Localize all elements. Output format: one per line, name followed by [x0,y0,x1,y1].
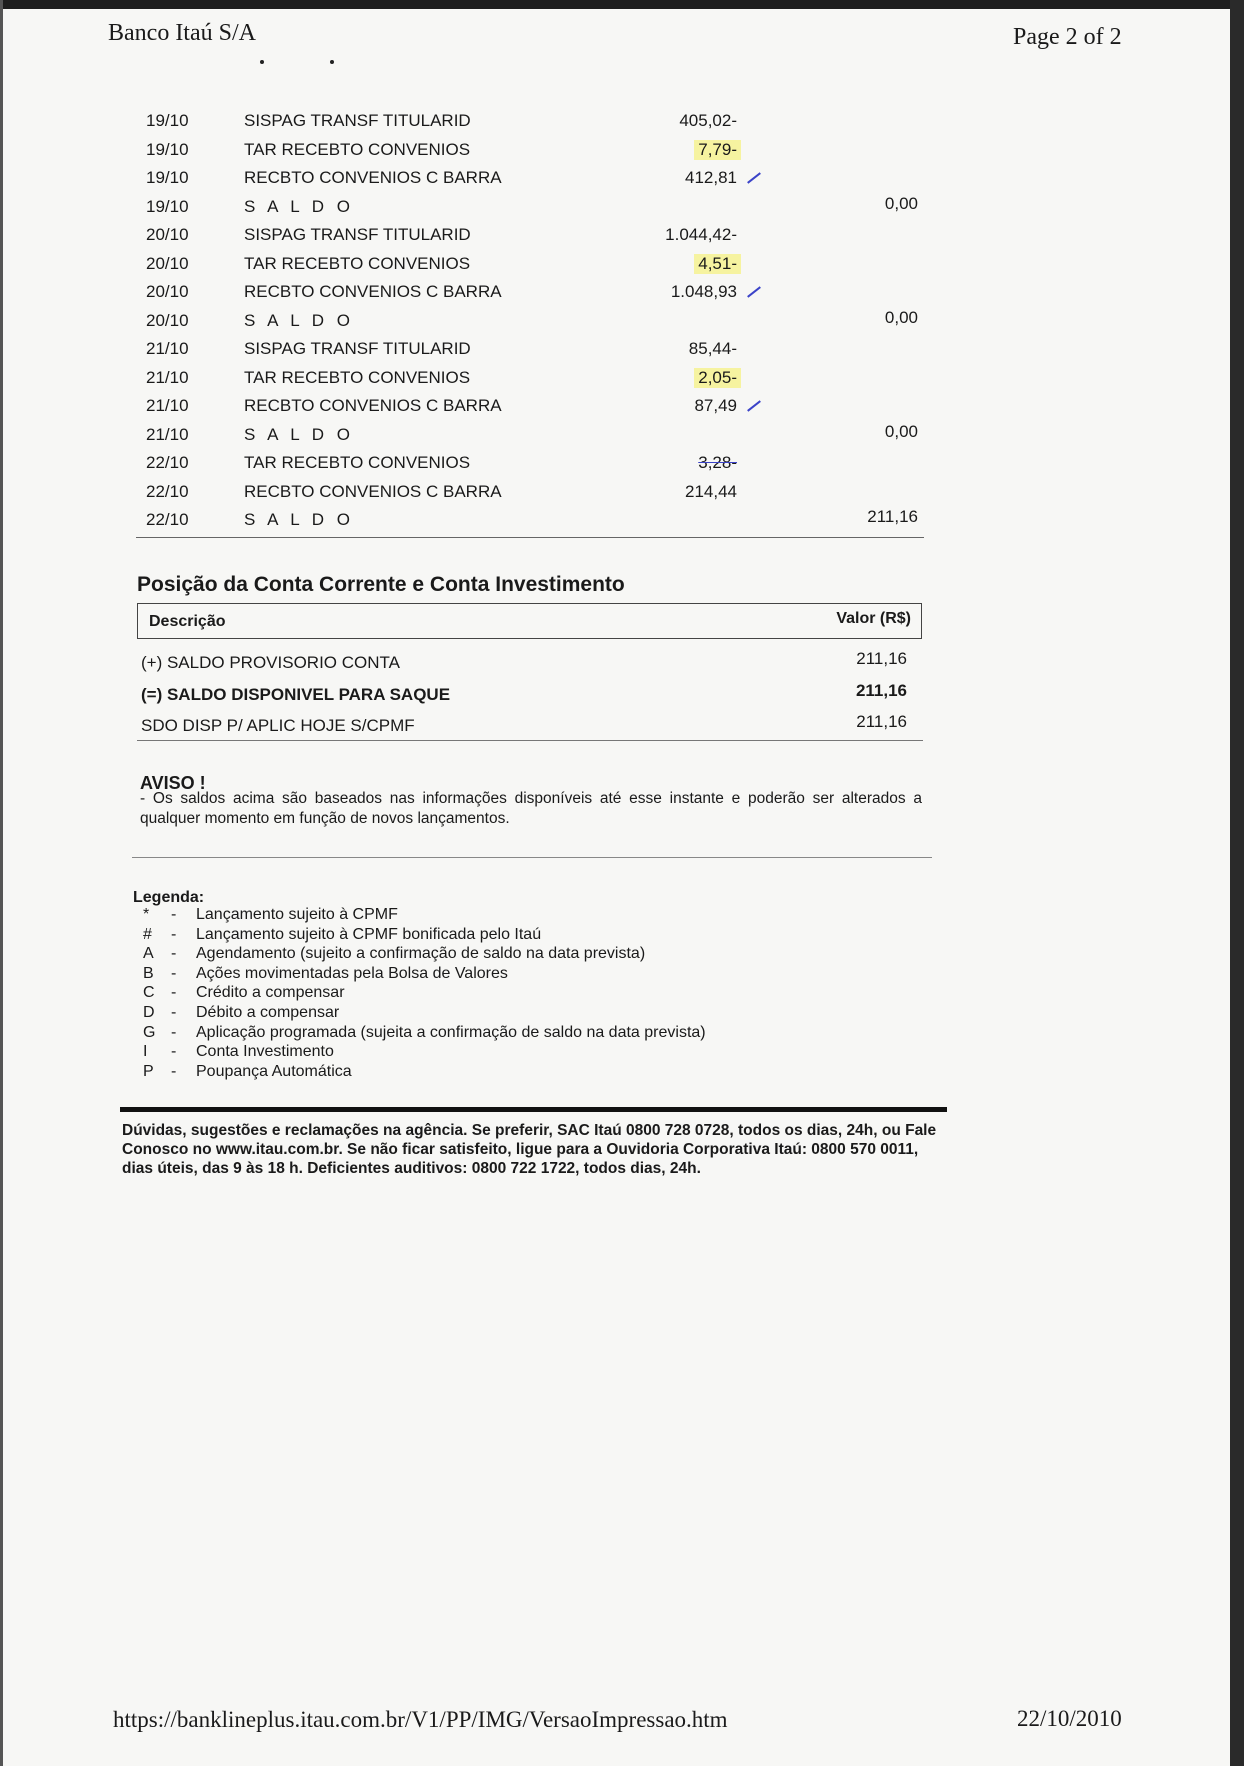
transaction-date: 21/10 [146,339,189,358]
transaction-balance: 211,16 [867,507,918,526]
transaction-description: S A L D O [244,310,355,330]
legend-symbol: B [143,964,154,982]
scan-edge-left [0,0,3,1766]
table-row [134,279,934,308]
divider [132,857,932,858]
legend-text: Crédito a compensar [196,984,345,1002]
transaction-description: SISPAG TRANSF TITULARID [244,111,471,130]
divider [136,537,924,538]
transaction-date: 19/10 [146,139,189,159]
transaction-date: 21/10 [146,396,189,415]
page-number: Page 2 of 2 [1013,24,1122,50]
legend-symbol: A [143,945,154,963]
transaction-date: 22/10 [146,481,189,501]
column-header-description: Descrição [149,613,226,630]
table-row [134,251,934,280]
scan-edge-top [0,0,1244,9]
legend-separator: - [171,984,177,1002]
table-row [134,393,934,422]
transaction-description: RECBTO CONVENIOS C BARRA [244,168,502,187]
legend-separator: - [171,1062,177,1080]
table-row [134,365,934,394]
legend-separator: - [171,1023,177,1041]
table-row [134,336,934,365]
transaction-date: 21/10 [146,367,189,387]
transaction-date: 19/10 [146,168,189,187]
transaction-description: RECBTO CONVENIOS C BARRA [244,396,502,415]
position-value: 211,16 [856,712,907,731]
legend-symbol: # [143,925,152,943]
legend-separator: - [171,945,177,963]
legend-separator: - [171,906,177,923]
transaction-date: 20/10 [146,253,189,273]
table-row [134,308,934,337]
divider [137,740,923,741]
legend-text: Lançamento sujeito à CPMF [196,906,398,923]
legend-symbol: I [143,1043,148,1061]
transaction-value: 214,44 [685,481,737,501]
transaction-date: 20/10 [146,282,189,301]
position-table [137,649,907,744]
position-description: (+) SALDO PROVISORIO CONTA [141,653,400,672]
transaction-description: RECBTO CONVENIOS C BARRA [244,481,502,501]
legend-separator: - [171,1043,177,1061]
transaction-value: 405,02- [679,111,737,130]
transaction-value: 2,05- [694,368,741,388]
pen-check-mark [747,286,761,297]
transaction-value: 412,81 [685,168,737,187]
pen-check-mark [747,400,761,411]
transaction-description: SISPAG TRANSF TITULARID [244,225,471,244]
transaction-balance: 0,00 [884,421,918,441]
legend-text: Agendamento (sujeito a confirmação de saldo na data prevista) [196,945,646,963]
transaction-date: 20/10 [146,310,189,330]
transaction-date: 19/10 [146,196,189,216]
legend-text: Aplicação programada (sujeita a confirmação de saldo na data prevista) [196,1023,706,1041]
section-title: Posição da Conta Corrente e Conta Investimento [137,573,625,596]
transaction-description: TAR RECEBTO CONVENIOS [244,453,471,472]
legend-text: Lançamento sujeito à CPMF bonificada pelo Itaú [196,925,542,943]
table-row [134,479,934,508]
position-row [137,681,907,713]
transaction-description: TAR RECEBTO CONVENIOS [244,139,471,159]
legend-separator: - [171,964,177,982]
legend-separator: - [171,925,177,943]
transaction-balance: 0,00 [884,193,918,213]
stray-dot [260,60,264,64]
table-row [134,507,934,536]
legend-title: Legenda: [133,889,205,906]
transaction-description: RECBTO CONVENIOS C BARRA [244,282,502,301]
transactions-table [134,108,934,536]
transaction-value: 1.048,93 [670,282,737,301]
transaction-value: 3,28- [698,453,737,472]
bank-name: Banco Itaú S/A [108,20,256,46]
legend-symbol: P [143,1062,154,1080]
transaction-description: S A L D O [244,424,355,444]
transaction-value: 85,44- [688,339,737,358]
legend-text: Poupança Automática [196,1062,352,1080]
position-table-header [137,603,922,639]
transaction-value: 1.044,42- [665,225,737,244]
position-row [137,649,907,681]
transaction-date: 22/10 [146,510,189,529]
legend-symbol: * [143,906,150,923]
table-row [134,108,934,137]
legend-separator: - [171,1003,177,1021]
scan-edge-right [1230,0,1244,1766]
transaction-balance: 0,00 [884,307,918,327]
table-row [134,222,934,251]
print-date: 22/10/2010 [1017,1706,1122,1731]
stray-dot [330,60,334,64]
table-row [134,194,934,223]
transaction-description: TAR RECEBTO CONVENIOS [244,367,471,387]
legend-text: Ações movimentadas pela Bolsa de Valores [196,964,508,982]
transaction-description: S A L D O [244,196,355,216]
position-row [137,712,907,744]
notice-title: AVISO ! [140,773,206,793]
print-url[interactable]: https://banklineplus.itau.com.br/V1/PP/IMG/VersaoImpressao.htm [113,1707,728,1732]
notice-text: - Os saldos acima são baseados nas informações disponíveis até esse instante e poderão ser alterados a qualquer momento em função de novos lançamentos. [140,790,922,827]
transaction-description: TAR RECEBTO CONVENIOS [244,253,471,273]
table-row [134,137,934,166]
legend-symbol: C [143,984,155,1002]
legend-text: Débito a compensar [196,1003,340,1021]
table-row [134,450,934,479]
transaction-date: 19/10 [146,111,189,130]
transaction-date: 20/10 [146,225,189,244]
legend-symbol: G [143,1023,156,1041]
contact-notice: Dúvidas, sugestões e reclamações na agência. Se preferir, SAC Itaú 0800 728 0728, todos os dias, 24h, ou Fale Conosco no www.itau.com.br. Se não ficar satisfeito, ligue para a Ouvidoria Corporativa Itaú: 0800 570 0011, dias úteis, das 9 às 18 h. Deficientes auditivos: 0800 722 1722, todos dias, 24h. [122,1122,937,1177]
transaction-value: 87,49 [694,396,737,415]
transaction-date: 21/10 [146,424,189,444]
position-value: 211,16 [855,680,907,700]
divider-thick [120,1107,947,1112]
position-value: 211,16 [856,649,907,668]
legend-symbol: D [143,1003,155,1021]
table-row [134,165,934,194]
pen-check-mark [747,172,761,183]
transaction-value: 7,79- [694,140,741,160]
transaction-value: 4,51- [694,254,741,274]
transaction-date: 22/10 [146,453,189,472]
position-description: SDO DISP P/ APLIC HOJE S/CPMF [141,716,415,735]
legend-text: Conta Investimento [196,1043,334,1061]
transaction-description: S A L D O [244,510,355,529]
table-row [134,422,934,451]
column-header-value: Valor (R$) [836,610,911,627]
transaction-description: SISPAG TRANSF TITULARID [244,339,471,358]
position-description: (=) SALDO DISPONIVEL PARA SAQUE [141,684,451,704]
